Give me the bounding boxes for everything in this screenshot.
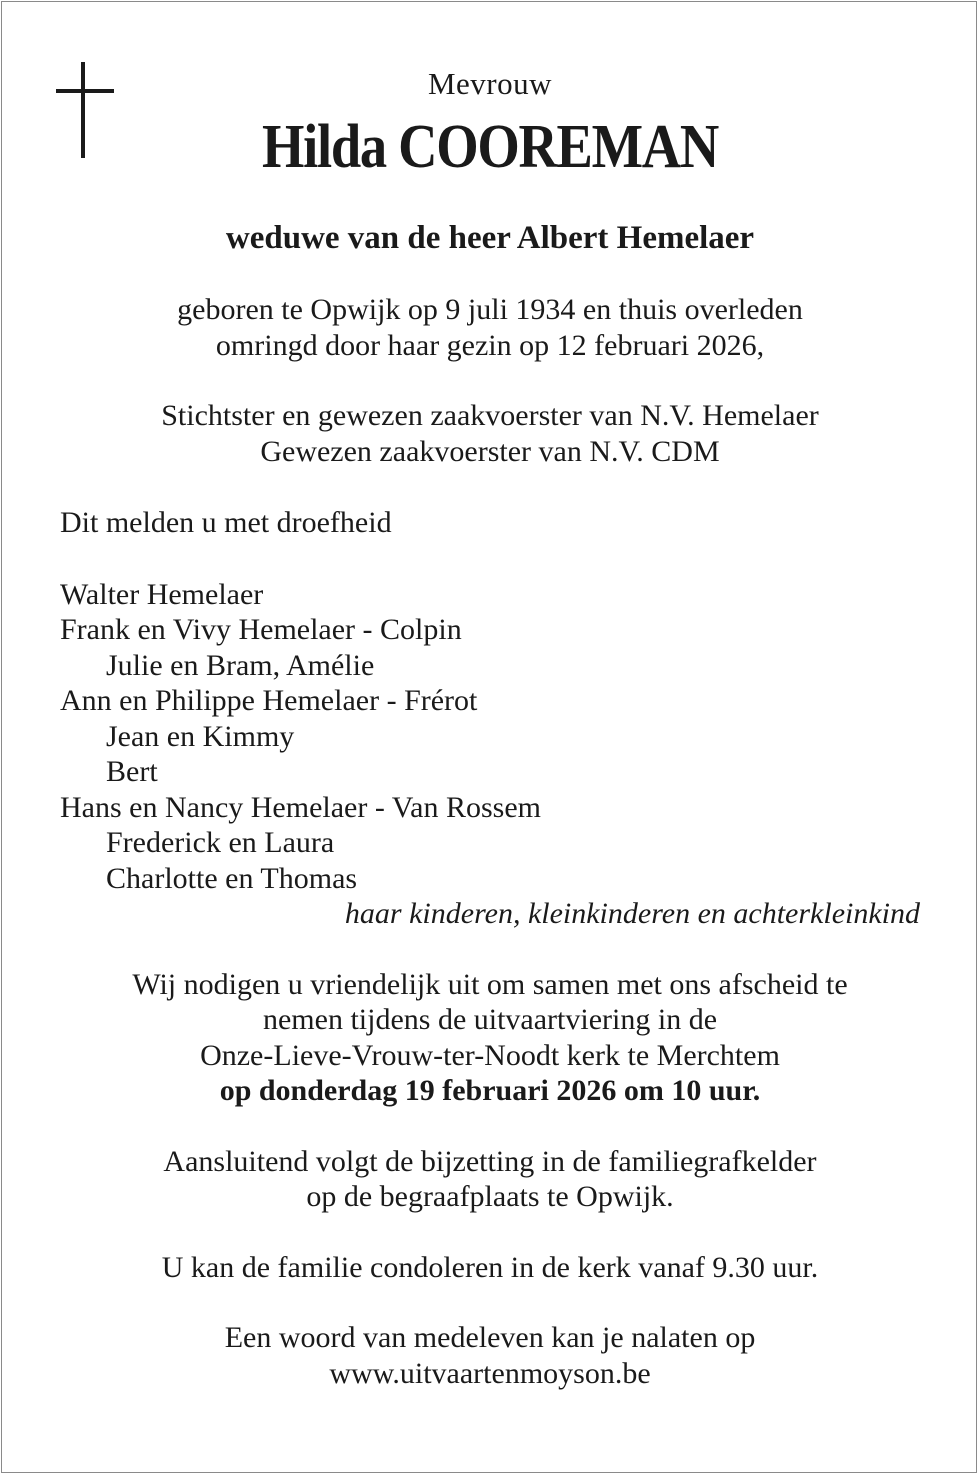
family-member: Jean en Kimmy <box>106 719 295 753</box>
burial-line: Aansluitend volgt de bijzetting in de familiegrafkelder <box>163 1144 817 1178</box>
burial-block <box>60 1144 920 1215</box>
announcement-intro: Dit melden u met droefheid <box>60 506 392 539</box>
website-link[interactable]: www.uitvaartenmoyson.be <box>329 1356 651 1390</box>
obituary-notice <box>60 64 920 1391</box>
church-line: Onze-Lieve-Vrouw-ter-Noodt kerk te Merchtem <box>200 1038 780 1072</box>
online-condolence-block <box>60 1320 920 1391</box>
family-member: Frank en Vivy Hemelaer - Colpin <box>60 613 462 646</box>
family-member: Charlotte en Thomas <box>106 861 358 895</box>
birth-line: geboren te Opwijk op 9 juli 1934 en thuis overleden <box>177 293 803 326</box>
family-signature: haar kinderen, kleinkinderen en achterkleinkind <box>344 897 920 930</box>
burial-line: op de begraafplaats te Opwijk. <box>306 1180 674 1213</box>
role-line: Stichtster en gewezen zaakvoerster van N.V. Hemelaer <box>161 399 819 432</box>
condolence-info: U kan de familie condoleren in de kerk vanaf 9.30 uur. <box>161 1250 819 1284</box>
salutation: Mevrouw <box>427 66 553 101</box>
family-member: Frederick en Laura <box>106 826 335 859</box>
death-line: omringd door haar gezin op 12 februari 2026, <box>215 328 765 362</box>
role-line: Gewezen zaakvoerster van N.V. CDM <box>260 434 720 468</box>
widow-of: weduwe van de heer Albert Hemelaer <box>225 220 755 256</box>
family-member: Bert <box>106 755 158 788</box>
family-member: Walter Hemelaer <box>60 577 264 611</box>
invitation-line: nemen tijdens de uitvaartviering in de <box>262 1003 718 1036</box>
service-datetime: op donderdag 19 februari 2026 om 10 uur. <box>219 1074 761 1107</box>
invitation-block <box>60 967 920 1109</box>
online-condolence-text: Een woord van medeleven kan je nalaten op <box>224 1321 756 1354</box>
family-member: Julie en Bram, Amélie <box>106 648 375 682</box>
family-member: Hans en Nancy Hemelaer - Van Rossem <box>60 790 541 824</box>
roles-block <box>60 398 920 469</box>
deceased-name: Hilda COOREMAN <box>262 113 718 181</box>
family-member: Ann en Philippe Hemelaer - Frérot <box>60 684 478 717</box>
invitation-line: Wij nodigen u vriendelijk uit om samen met ons afscheid te <box>132 967 848 1001</box>
family-list <box>60 577 920 932</box>
birth-death-block <box>60 292 920 363</box>
